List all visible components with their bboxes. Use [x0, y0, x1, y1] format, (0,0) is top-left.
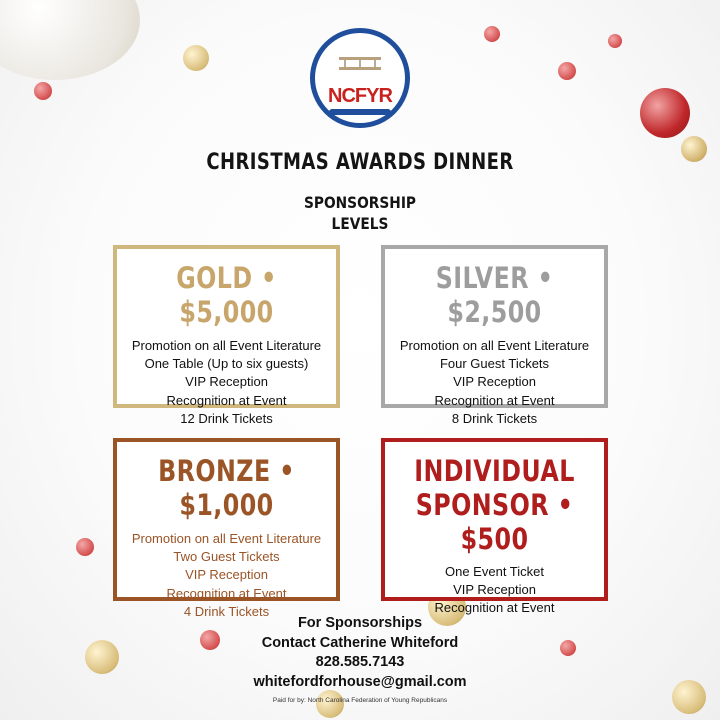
paid-for-disclaimer: Paid for by: North Carolina Federation of Young Republicans [272, 697, 448, 704]
ornament-ball-top-left [0, 0, 140, 80]
gold-level-title: GOLD • $5,000 [176, 261, 277, 329]
silver-benefit: Promotion on all Event Literature [399, 338, 590, 353]
sponsorship-heading [50, 192, 669, 234]
ornament-ball-red-small-4 [608, 34, 622, 48]
individual-benefit: VIP Reception [453, 582, 536, 598]
contact-block [0, 614, 720, 692]
contact-phone: 828.585.7143 [315, 654, 405, 671]
gold-benefit: Promotion on all Event Literature [131, 338, 322, 353]
ornament-ball-gold-bottom-center [316, 690, 344, 718]
bronze-level-title: BRONZE • $1,000 [158, 454, 295, 522]
bronze-benefit: Promotion on all Event Literature [131, 531, 322, 546]
silver-benefit: VIP Reception [453, 374, 536, 390]
contact-line-2: Contact Catherine Whiteford [261, 634, 459, 651]
subtitle-line-2: LEVELS [331, 214, 389, 233]
logo-text: NCFYR [328, 85, 392, 107]
ornament-ball-gold-right [681, 136, 707, 162]
individual-title-line-2: SPONSOR • $500 [415, 488, 574, 556]
ornament-ball-gold-top [183, 45, 209, 71]
gold-benefit: VIP Reception [185, 374, 268, 390]
silver-level-title: SILVER • $2,500 [435, 261, 554, 329]
individual-title-line-1: INDIVIDUAL [414, 454, 575, 488]
individual-benefit: Recognition at Event [434, 600, 555, 616]
silver-level-card [381, 245, 608, 426]
biplane-icon [337, 53, 383, 75]
gold-benefit: One Table (Up to six guests) [144, 356, 309, 372]
subtitle-line-1: SPONSORSHIP [303, 193, 417, 212]
contact-email: whitefordforhouse@gmail.com [253, 673, 467, 690]
silver-benefit: Four Guest Tickets [439, 356, 550, 372]
ornament-ball-red-small-1 [34, 82, 52, 100]
individual-level-title [405, 454, 585, 556]
gold-benefit: Recognition at Event [166, 392, 287, 408]
event-title: CHRISTMAS AWARDS DINNER [206, 150, 514, 175]
logo-swoosh [329, 109, 391, 115]
ornament-ball-red-small-2 [484, 26, 500, 42]
individual-benefit: One Event Ticket [445, 564, 544, 579]
gold-level-card [113, 245, 340, 426]
bronze-benefit: Recognition at Event [166, 585, 287, 601]
ornament-ball-red-small-5 [76, 538, 94, 556]
gold-benefit: 12 Drink Tickets [180, 410, 273, 426]
ncfyr-logo [310, 28, 410, 128]
ornament-ball-red-small-3 [558, 62, 576, 80]
individual-level-card [381, 438, 608, 616]
bronze-benefit: 4 Drink Tickets [183, 603, 270, 619]
silver-benefit: 8 Drink Tickets [451, 410, 538, 426]
bronze-level-card [113, 438, 340, 619]
bronze-benefit: VIP Reception [185, 567, 268, 583]
contact-line-1: For Sponsorships [297, 615, 423, 631]
silver-benefit: Recognition at Event [434, 392, 555, 408]
ornament-ball-red-right [640, 88, 690, 138]
bronze-benefit: Two Guest Tickets [173, 549, 280, 565]
